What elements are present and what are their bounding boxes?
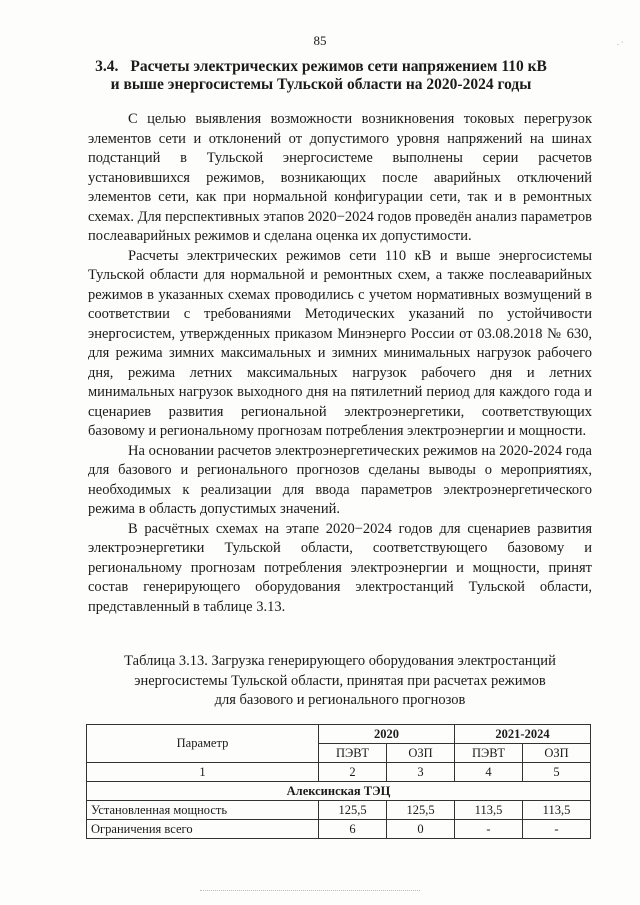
table-row <box>87 801 591 820</box>
scan-artifact <box>200 890 420 892</box>
subheader-cell: ПЭВТ <box>455 744 523 763</box>
column-number: 1 <box>87 763 319 782</box>
column-number: 5 <box>523 763 591 782</box>
paragraph: С целью выявления возможности возникновения токовых перегрузок элементов сети и отклонений от допустимого уровня напряжений на шинах подстанций в Тульской энергосистеме выполнены серии расчетов установившихся режимов, возникающих после аварийных отключений элементов сети, как при нормальной конфигурации сети, так и в ремонтных схемах. Для перспективных этапов 2020−2024 годов проведён анализ параметров послеаварийных режимов и сделана оценка их допустимости. <box>88 111 592 244</box>
generation-table <box>86 724 591 839</box>
row-label: Установленная мощность <box>87 801 319 820</box>
row-label: Ограничения всего <box>87 820 319 839</box>
page-number: 85 <box>313 33 327 48</box>
row-value: 113,5 <box>455 801 523 820</box>
subheader-cell: ПЭВТ <box>319 744 387 763</box>
table-caption <box>88 652 592 711</box>
subheader-cell: ОЗП <box>387 744 455 763</box>
param-header: Параметр <box>87 725 319 763</box>
section-heading <box>86 58 556 94</box>
row-value: 6 <box>319 820 387 839</box>
column-number-row <box>87 763 591 782</box>
column-number: 2 <box>319 763 387 782</box>
row-value: 125,5 <box>319 801 387 820</box>
row-value: - <box>523 820 591 839</box>
paragraph: Расчеты электрических режимов сети 110 кВ и выше энергосистемы Тульской области для нормальной и ремонтных схем, а также послеаварийных режимов в указанных схемах проводились с учетом нормативных возмущений в соответствии с требованиями Методических указаний по устойчивости энергосистем, утвержденных приказом Минэнерго России от 03.08.2018 № 630, для режима зимних максимальных и зимних минимальных нагрузок рабочего дня, режима летних максимальных нагрузок рабочего дня и летних минимальных нагрузок выходного дня на пятилетний период для каждого года и сценариев развития региональной электроэнергетики, соответствующих базовому и региональному прогнозам потребления электроэнергии и мощности. <box>88 247 592 439</box>
table-row <box>87 820 591 839</box>
station-name: Алексинская ТЭЦ <box>87 782 591 801</box>
subheader-cell: ОЗП <box>523 744 591 763</box>
table-caption-line: энергосистемы Тульской области, принятая при расчетах режимов <box>134 672 546 689</box>
column-number: 3 <box>387 763 455 782</box>
section-number: 3.4. <box>95 58 119 75</box>
paragraph: В расчётных схемах на этапе 2020−2024 годов для сценариев развития электроэнергетики Тульской области, соответствующего базовому и региональному прогнозам потребления электроэнергии и мощности, принят состав генерирующего оборудования электростанций Тульской области, представленный в таблице 3.13. <box>88 520 592 615</box>
row-value: 0 <box>387 820 455 839</box>
station-row <box>87 782 591 801</box>
section-title-line2: и выше энергосистемы Тульской области на 2020-2024 годы <box>110 76 532 93</box>
section-heading-line1 <box>86 58 556 76</box>
row-value: 125,5 <box>387 801 455 820</box>
year-group-header: 2021-2024 <box>455 725 591 744</box>
row-value: 113,5 <box>523 801 591 820</box>
row-value: - <box>455 820 523 839</box>
year-group-header: 2020 <box>319 725 455 744</box>
column-number: 4 <box>455 763 523 782</box>
table-caption-line: для базового и регионального прогнозов <box>214 692 466 708</box>
paragraph: На основании расчетов электроэнергетических режимов на 2020-2024 года для базового и регионального прогнозов сделаны выводы о мероприятиях, необходимых к реализации для ввода параметров электроэнергетического режима в область допустимых значений. <box>88 442 592 517</box>
table-header-row <box>87 725 591 744</box>
scan-mark: . · <box>617 38 624 47</box>
body-text <box>88 110 592 617</box>
table-caption-line: Таблица 3.13. Загрузка генерирующего оборудования электростанций <box>124 653 556 669</box>
section-title-line1: Расчеты электрических режимов сети напряжением 110 кВ <box>130 58 547 75</box>
